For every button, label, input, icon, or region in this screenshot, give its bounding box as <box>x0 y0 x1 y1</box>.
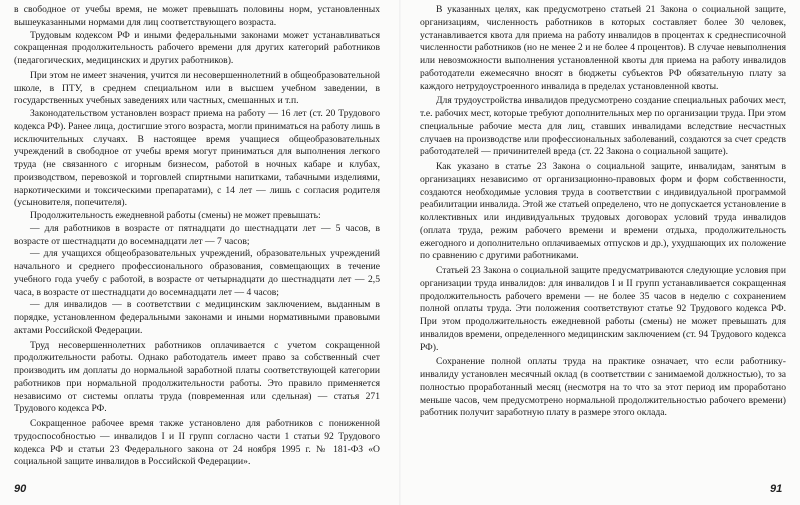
left-page <box>14 4 380 492</box>
paragraph: Сокращенное рабочее время также установлено для работников с пониженной трудоспособностью — инвалидов I и II групп согласно части 1 статьи 92 Трудового кодекса РФ и статьи 23 Федерального закона от 24 ноября 1995 г. № 181-ФЗ «О социальной защите инвалидов в Российской Федерации». <box>14 418 380 468</box>
paragraph: В указанных целях, как предусмотрено статьей 21 Закона о социальной защите, организациям, численность работников в которых составляет более 30 человек, устанавливается квота для приема на работу инвалидов в процентах к среднесписочной численности работников (но не менее 2 и не более 4 процентов). В случае невыполнения или невозможности выполнения установленной квоты для приема на работу инвалидов работодатели ежемесячно вносят в бюджеты субъектов РФ обязательную плату за каждого нетрудоустроенного инвалида в пределах установленной квоты. <box>420 4 786 92</box>
page-number-right: 91 <box>770 483 783 495</box>
paragraph: Сохранение полной оплаты труда на практике означает, что если работнику-инвалиду установлен месячный оклад (в соответствии с занимаемой должностью), то за полностью проработанный месяц (несмотря на то что за этот период им проработано меньше часов, чем предусмотрено нормальной продолжительностью рабочего времени) работник получит заработную плату в размере этого оклада. <box>420 356 786 419</box>
paragraph: Как указано в статье 23 Закона о социальной защите, инвалидам, занятым в организациях независимо от организационно-правовых форм и форм собственности, создаются необходимые условия труда в соответствии с индивидуальной программой реабилитации инвалида. Этой же статьей определено, что не допускается установление в коллективных или индивидуальных трудовых договорах условий труда инвалидов (оплата труда, режим рабочего времени и времени отдыха, продолжительность ежегодного и дополнительно оплачиваемых отпусков и др.), ухудшающих их положение по сравнению с другими работниками. <box>420 161 786 262</box>
paragraph: Законодательством установлен возраст приема на работу — 16 лет (ст. 20 Трудового кодекса РФ). Ранее лица, достигшие этого возраста, могли приниматься на работу лишь в исключительных случаях. В настоящее время учащиеся общеобразовательных учреждений в свободное от учебы время могут приниматься для выполнения легкого труда (не связанного с игорным бизнесом, работой в ночных кабаре и клубах, производством, перевозкой и торговлей спиртными напитками, табачными изделиями, наркотическими и токсическими препаратами), с 14 лет — лишь с согласия родителя (усыновителя, попечителя). <box>14 108 380 209</box>
list-item: — для инвалидов — в соответствии с медицинским заключением, выданным в порядке, установленном федеральными законами и иными нормативными правовыми актами Российской Федерации. <box>14 299 380 336</box>
list-item: — для работников в возрасте от пятнадцати до шестнадцати лет — 5 часов, в возрасте от шестнадцати до восемнадцати лет — 7 часов; <box>14 222 380 247</box>
paragraph: Труд несовершеннолетних работников оплачивается с учетом сокращенной продолжительности работы. Однако работодатель имеет право за собственный счет производить им доплаты до нормальной заработной платы соответствующей категории работников при нормальной продолжительности работы. Это правило применяется независимо от системы оплаты труда (повременная или сдельная) — статья 271 Трудового кодекса РФ. <box>14 339 380 415</box>
page-number-left: 90 <box>14 483 27 495</box>
right-page <box>420 4 786 492</box>
paragraph: Трудовым кодексом РФ и иными федеральными законами может устанавливаться сокращенная продолжительность рабочего времени для других категорий работников (педагогических, медицинских и других работников). <box>14 29 380 66</box>
paragraph: Продолжительность ежедневной работы (смены) не может превышать: <box>30 210 321 221</box>
book-gutter <box>399 0 401 505</box>
list-item: — для учащихся общеобразовательных учреждений, образовательных учреждений начального и среднего профессионального образования, совмещающих в течение учебного года учебу с работой, в возрасте от четырнадцати до шестнадцати лет — 2,5 часа, в возрасте от шестнадцати до восемнадцати лет — 4 часов; <box>14 248 380 298</box>
paragraph: При этом не имеет значения, учится ли несовершеннолетний в общеобразовательной школе, в ПТУ, в среднем специальном или в высшем учебном заведении, в государственных учебных заведениях или частных, смешанных и т.п. <box>14 69 380 107</box>
paragraph: в свободное от учебы время, не может превышать половины норм, установленных вышеуказанными нормами для лиц соответствующего возраста. <box>14 4 380 28</box>
paragraph: Статьей 23 Закона о социальной защите предусматриваются следующие условия при организации труда инвалидов: для инвалидов I и II групп устанавливается сокращенная продолжительность рабочего времени — не более 35 часов в неделю с сохранением полной оплаты труда. Эти положения соответствуют статье 92 Трудового кодекса РФ. При этом продолжительность ежедневной работы (смены) не может превышать для инвалидов времени, определенного медицинским заключением (ст. 94 Трудового кодекса РФ). <box>420 265 786 353</box>
paragraph: Для трудоустройства инвалидов предусмотрено создание специальных рабочих мест, т.е. рабочих мест, которые требуют дополнительных мер по организации труда. При этом специальные рабочие места для лиц, ставших инвалидами вследствие несчастных случаев на производстве или профессиональных заболеваний, создаются за счет средств работодателей — причинителей вреда (ст. 22 Закона о социальной защите). <box>420 95 786 158</box>
